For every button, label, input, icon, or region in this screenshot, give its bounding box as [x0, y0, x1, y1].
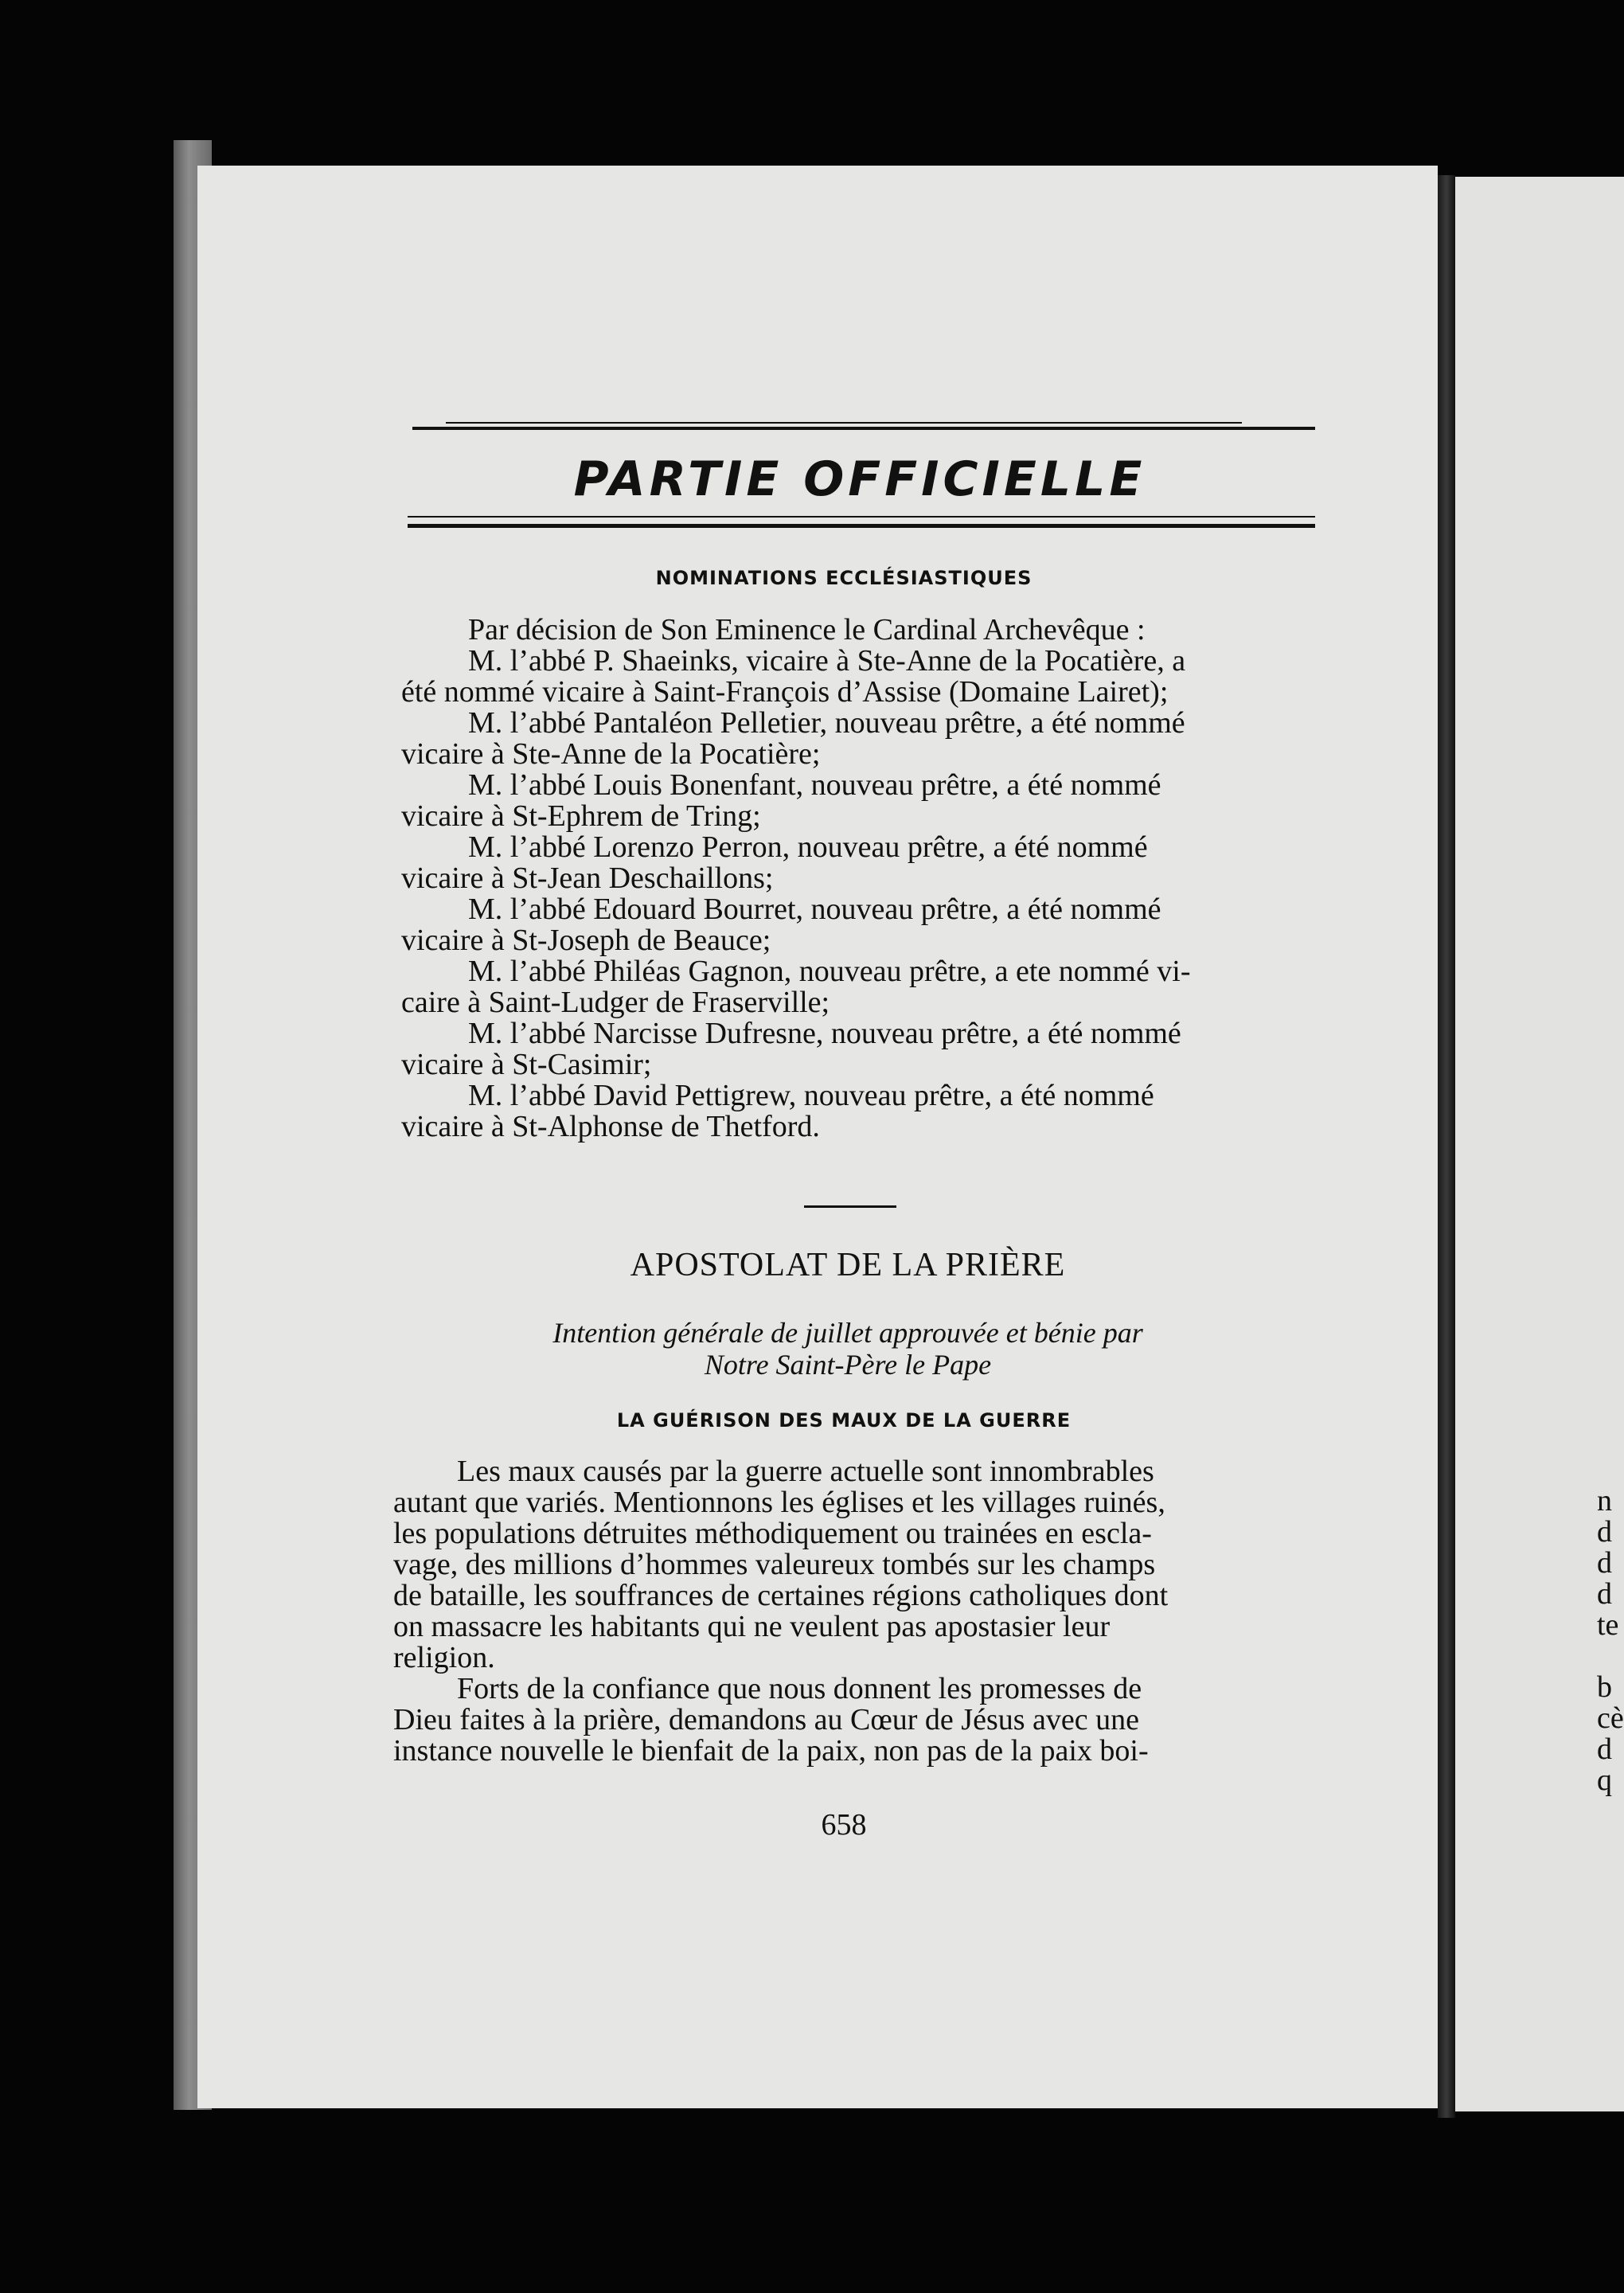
nomination-line: vicaire à St-Jean Deschaillons;: [401, 861, 774, 895]
body-line: Forts de la confiance que nous donnent les promesses de: [457, 1672, 1142, 1705]
subtitle-line: Intention générale de juillet approuvée et bénie par: [552, 1317, 1143, 1349]
page-gutter: [1438, 175, 1455, 2118]
body-line: religion.: [393, 1641, 495, 1674]
body-line: les populations détruites méthodiquement ou trainées en escla-: [393, 1517, 1152, 1550]
fragment: [1597, 1641, 1624, 1672]
body-line: vage, des millions d’hommes valeureux tombés sur les champs: [393, 1548, 1156, 1581]
nominations-list: [401, 646, 1310, 1143]
header-rule-top-thin: [446, 422, 1242, 424]
nomination-line: M. l’abbé Pantaléon Pelletier, nouveau prêtre, a été nommé: [468, 706, 1185, 740]
body-line: autant que variés. Mentionnons les églises et les villages ruinés,: [393, 1486, 1165, 1519]
nomination-line: caire à Saint-Ludger de Fraserville;: [401, 986, 830, 1019]
fragment: cè: [1597, 1701, 1624, 1735]
nomination-line: été nommé vicaire à Saint-François d’Assise (Domaine Lairet);: [401, 675, 1169, 709]
page-number: 658: [821, 1808, 867, 1842]
header-rule-top: [412, 427, 1315, 430]
nominations-heading: NOMINATIONS ECCLÉSIASTIQUES: [655, 567, 1033, 589]
nomination-line: M. l’abbé Narcisse Dufresne, nouveau prêtre, a été nommé: [468, 1017, 1181, 1050]
fragment: d: [1597, 1732, 1612, 1766]
nomination-line: M. l’abbé Philéas Gagnon, nouveau prêtre, a ete nommé vi-: [468, 955, 1191, 988]
article-body: [393, 1456, 1302, 1767]
subtitle-line: Notre Saint-Père le Pape: [704, 1349, 992, 1381]
page-title: PARTIE OFFICIELLE: [573, 451, 1146, 507]
nomination-line: vicaire à Ste-Anne de la Pocatière;: [401, 737, 821, 771]
section-subtitle: [446, 1317, 1250, 1381]
header-rule-bottom: [408, 524, 1315, 528]
fragment: d: [1597, 1546, 1612, 1580]
nomination-line: M. l’abbé P. Shaeinks, vicaire à Ste-Anne de la Pocatière, a: [468, 644, 1186, 678]
fragment: d: [1597, 1515, 1612, 1549]
nomination-line: M. l’abbé Edouard Bourret, nouveau prêtre, a été nommé: [468, 893, 1161, 926]
nomination-line: M. l’abbé David Pettigrew, nouveau prêtre, a été nommé: [468, 1079, 1154, 1112]
section-title: APOSTOLAT DE LA PRIÈRE: [630, 1247, 1066, 1283]
header-rule-bottom-thin: [408, 516, 1315, 518]
fragment: n: [1597, 1484, 1612, 1518]
fragment: d: [1597, 1577, 1612, 1611]
fragment: b: [1597, 1670, 1612, 1704]
nomination-line: M. l’abbé Lorenzo Perron, nouveau prêtre, a été nommé: [468, 830, 1148, 864]
fragment: te: [1597, 1608, 1619, 1642]
nomination-line: vicaire à St-Ephrem de Tring;: [401, 799, 761, 833]
fragment: q: [1597, 1764, 1612, 1797]
body-line: on massacre les habitants qui ne veulent pas apostasier leur: [393, 1610, 1111, 1643]
nomination-line: vicaire à St-Alphonse de Thetford.: [401, 1110, 820, 1143]
body-line: Les maux causés par la guerre actuelle sont innombrables: [457, 1455, 1154, 1488]
body-line: de bataille, les souffrances de certaines régions catholiques dont: [393, 1579, 1169, 1612]
nominations-intro: Par décision de Son Eminence le Cardinal Archevêque :: [468, 613, 1146, 646]
right-page: [1455, 177, 1624, 2111]
nomination-line: vicaire à St-Joseph de Beauce;: [401, 924, 771, 957]
body-line: instance nouvelle le bienfait de la paix, non pas de la paix boi-: [393, 1734, 1149, 1768]
article-heading: LA GUÉRISON DES MAUX DE LA GUERRE: [616, 1409, 1072, 1432]
right-page-fragments: [1597, 1486, 1624, 1796]
section-divider: [804, 1205, 896, 1208]
body-line: Dieu faites à la prière, demandons au Cœur de Jésus avec une: [393, 1703, 1139, 1736]
nomination-line: M. l’abbé Louis Bonenfant, nouveau prêtre, a été nommé: [468, 768, 1161, 802]
nomination-line: vicaire à St-Casimir;: [401, 1048, 652, 1081]
